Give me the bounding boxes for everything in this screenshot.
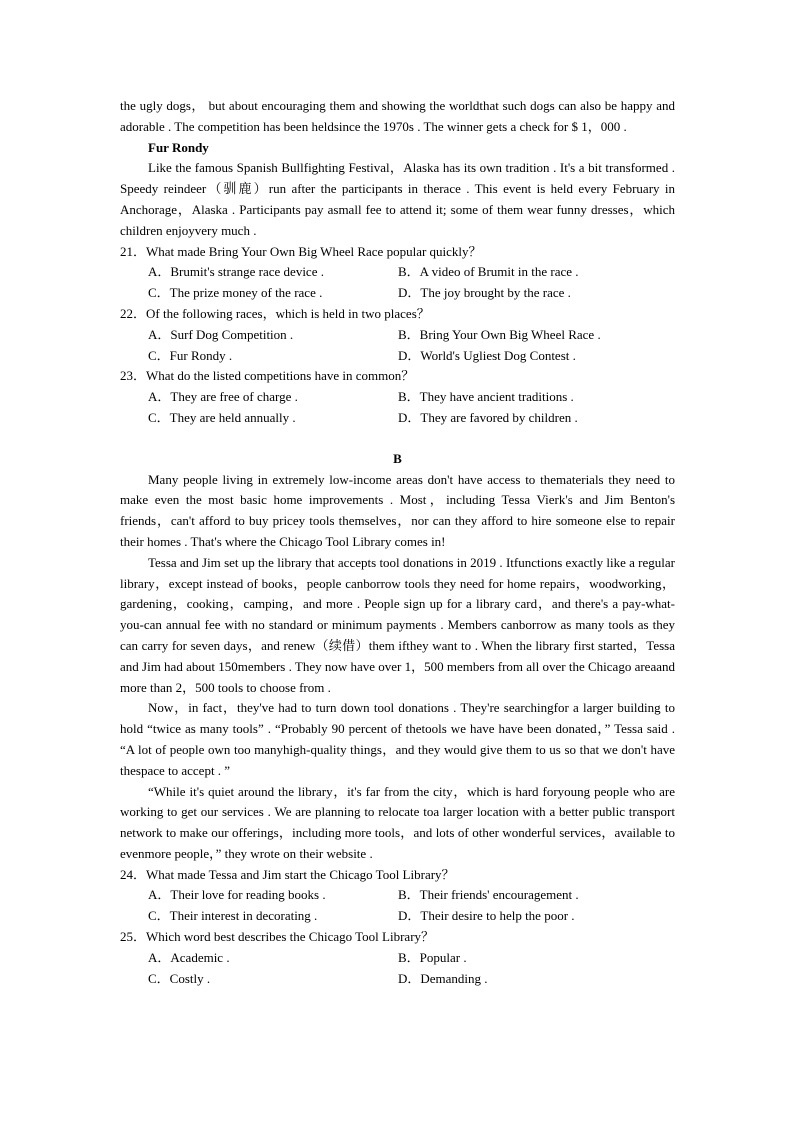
question-25 [120, 927, 675, 989]
option-row [120, 969, 675, 990]
fur-rondy-text: Like the famous Spanish Bullfighting Festival，Alaska has its own tradition . It's a bit transformed . Speedy reindeer（驯鹿）run after the participants in therace . This event is held every February in Anchorage，Alaska . Participants pay asmall fee to attend it; some of them wear funny dresses，which children enjoyvery much . [120, 160, 675, 238]
option-row [120, 387, 675, 408]
option-b[interactable]: B．Bring Your Own Big Wheel Race . [398, 326, 601, 342]
option-b[interactable]: B．Popular . [398, 949, 467, 965]
question-24 [120, 865, 675, 927]
option-c[interactable]: C．Costly . [148, 970, 211, 986]
option-d[interactable]: D．The joy brought by the race . [398, 285, 571, 301]
option-row [120, 948, 675, 969]
question-22 [120, 304, 675, 366]
option-a[interactable]: A．They are free of charge . [148, 389, 298, 405]
section-b-label: B [393, 450, 402, 466]
passage-b-paragraph-3: Now，in fact，they've had to turn down tool donations . They're searchingfor a larger building to hold “twice as many tools” . “Probably 90 percent of thetools we have have been donated，” Tessa said . “A lot of people own too manyhigh-quality things，and they would give them to us so that we don't have thespace to accept . ” [120, 700, 675, 778]
option-c[interactable]: C．Fur Rondy . [148, 347, 233, 363]
option-b[interactable]: B．Their friends' encouragement . [398, 887, 579, 903]
option-d[interactable]: D．Their desire to help the poor . [398, 908, 575, 924]
question-stem: 21．What made Bring Your Own Big Wheel Race popular quickly？ [120, 243, 482, 259]
question-stem: 23．What do the listed competitions have in common？ [120, 368, 415, 384]
option-c[interactable]: C．Their interest in decorating . [148, 908, 318, 924]
option-row [120, 262, 675, 283]
option-row [120, 325, 675, 346]
option-c[interactable]: C．The prize money of the race . [148, 285, 323, 301]
option-b[interactable]: B．They have ancient traditions . [398, 389, 574, 405]
option-row [120, 283, 675, 304]
passage-a-continuation: the ugly dogs， but about encouraging them and showing the worldthat such dogs can also be happy and adorable . The competition has been heldsince the 1970s . The winner gets a check for $ 1，000 . [120, 98, 675, 134]
option-a[interactable]: A．Brumit's strange race device . [148, 264, 324, 280]
option-row [120, 906, 675, 927]
option-row [120, 885, 675, 906]
question-stem: 25．Which word best describes the Chicago Tool Library？ [120, 929, 435, 945]
option-a[interactable]: A．Surf Dog Competition . [148, 326, 294, 342]
option-d[interactable]: D．They are favored by children . [398, 409, 578, 425]
option-a[interactable]: A．Academic . [148, 949, 230, 965]
passage-b-paragraph-2: Tessa and Jim set up the library that accepts tool donations in 2019 . Itfunctions exactly like a regular library，except instead of books，people canborrow tools they need for home repairs，woodworking，gardening，cooking，camping，and more . People sign up for a library card，and there's a pay-what-you-can annual fee with no standard or minimum payments . Members canborrow as many tools as they can carry for seven days，and renew（续借）them ifthey want to . When the library first started，Tessa and Jim had about 150members . They now have over 1，500 members from all over the Chicago areaand more than 2，500 tools to choose from . [120, 554, 675, 695]
option-d[interactable]: D．World's Ugliest Dog Contest . [398, 347, 576, 363]
passage-b-paragraph-1: Many people living in extremely low-income areas don't have access to thematerials they need to make even the most basic home improvements . Most，including Tessa Vierk's and Jim Benton's friends，can't afford to buy pricey tools themselves，nor can they afford to hire someone else to repair their homes . That's where the Chicago Tool Library comes in! [120, 471, 675, 549]
fur-rondy-title: Fur Rondy [148, 139, 209, 155]
question-stem: 24．What made Tessa and Jim start the Chicago Tool Library？ [120, 866, 455, 882]
option-row [120, 346, 675, 367]
question-21 [120, 242, 675, 304]
question-23 [120, 366, 675, 428]
document-page [120, 96, 675, 989]
option-d[interactable]: D．Demanding . [398, 970, 488, 986]
question-stem: 22．Of the following races，which is held in two places？ [120, 305, 430, 321]
option-a[interactable]: A．Their love for reading books . [148, 887, 326, 903]
option-c[interactable]: C．They are held annually . [148, 409, 296, 425]
passage-b-paragraph-4: “While it's quiet around the library，it's far from the city，which is hard foryoung people who are working to get our services . We are planning to relocate toa larger location with a better public transport network to make our offerings，including more tools，and lots of other wonderful services，available to evenmore people，” they wrote on their website . [120, 783, 675, 861]
option-b[interactable]: B．A video of Brumit in the race . [398, 264, 579, 280]
option-row [120, 408, 675, 429]
